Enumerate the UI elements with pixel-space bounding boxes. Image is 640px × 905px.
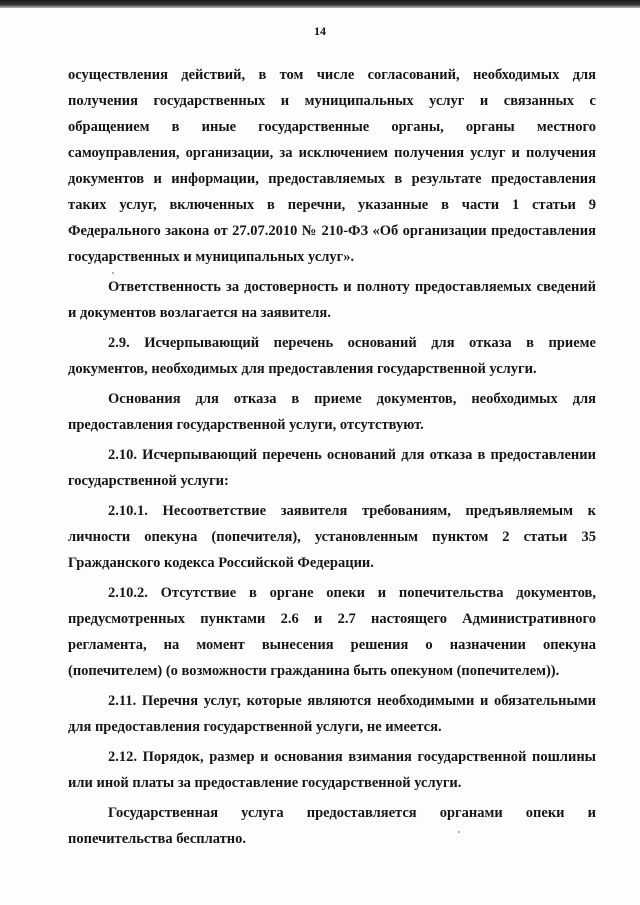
scan-speck (458, 831, 460, 833)
paragraph-fee: Государственная услуга предоставляется органами опеки и попечительства бесплатно. (68, 805, 596, 847)
paragraph-responsibility: Ответственность за достоверность и полноту предоставляемых сведений и документов возлагается на заявителя. (68, 279, 596, 321)
paragraph-2-12: 2.12. Порядок, размер и основания взимания государственной пошлины или иной платы за предоставление государственной услуги. (68, 749, 596, 791)
scan-speck (112, 272, 114, 274)
paragraph-2-9: 2.9. Исчерпывающий перечень оснований для отказа в приеме документов, необходимых для предоставления государственной услуги. (68, 335, 596, 377)
paragraph-continuation: осуществления действий, в том числе согласований, необходимых для получения государственных и муниципальных услуг и связанных с обращением в иные государственные органы, органы местного самоуправления, организации, за исключением получения услуг и получения документов и информации, предоставляемых в результате предоставления таких услуг, включенных в перечни, указанные в части 1 статьи 9 Федерального закона от 27.07.2010 № 210-ФЗ «Об организации предоставления государственных и муниципальных услуг». (68, 67, 596, 265)
paragraph-2-10-2: 2.10.2. Отсутствие в органе опеки и попечительства документов, предусмотренных пунктами 2.6 и 2.7 настоящего Административного регламента, на момент вынесения решения о назначении опекуна (попечителем) (о возможности гражданина быть опекуном (попечителем)). (68, 585, 596, 679)
paragraph-2-10: 2.10. Исчерпывающий перечень оснований для отказа в предоставлении государственной услуги: (68, 447, 596, 489)
paragraph-2-10-1: 2.10.1. Несоответствие заявителя требованиям, предъявляемым к личности опекуна (попечителя), установленным пунктом 2 статьи 35 Гражданского кодекса Российской Федерации. (68, 503, 596, 571)
page-top-edge (0, 0, 640, 8)
paragraph-2-9-grounds: Основания для отказа в приеме документов, необходимых для предоставления государственной услуги, отсутствуют. (68, 391, 596, 433)
page-number: 14 (314, 24, 326, 38)
document-body (68, 62, 596, 856)
paragraph-2-11: 2.11. Перечня услуг, которые являются необходимыми и обязательными для предоставления государственной услуги, не имеется. (68, 693, 596, 735)
